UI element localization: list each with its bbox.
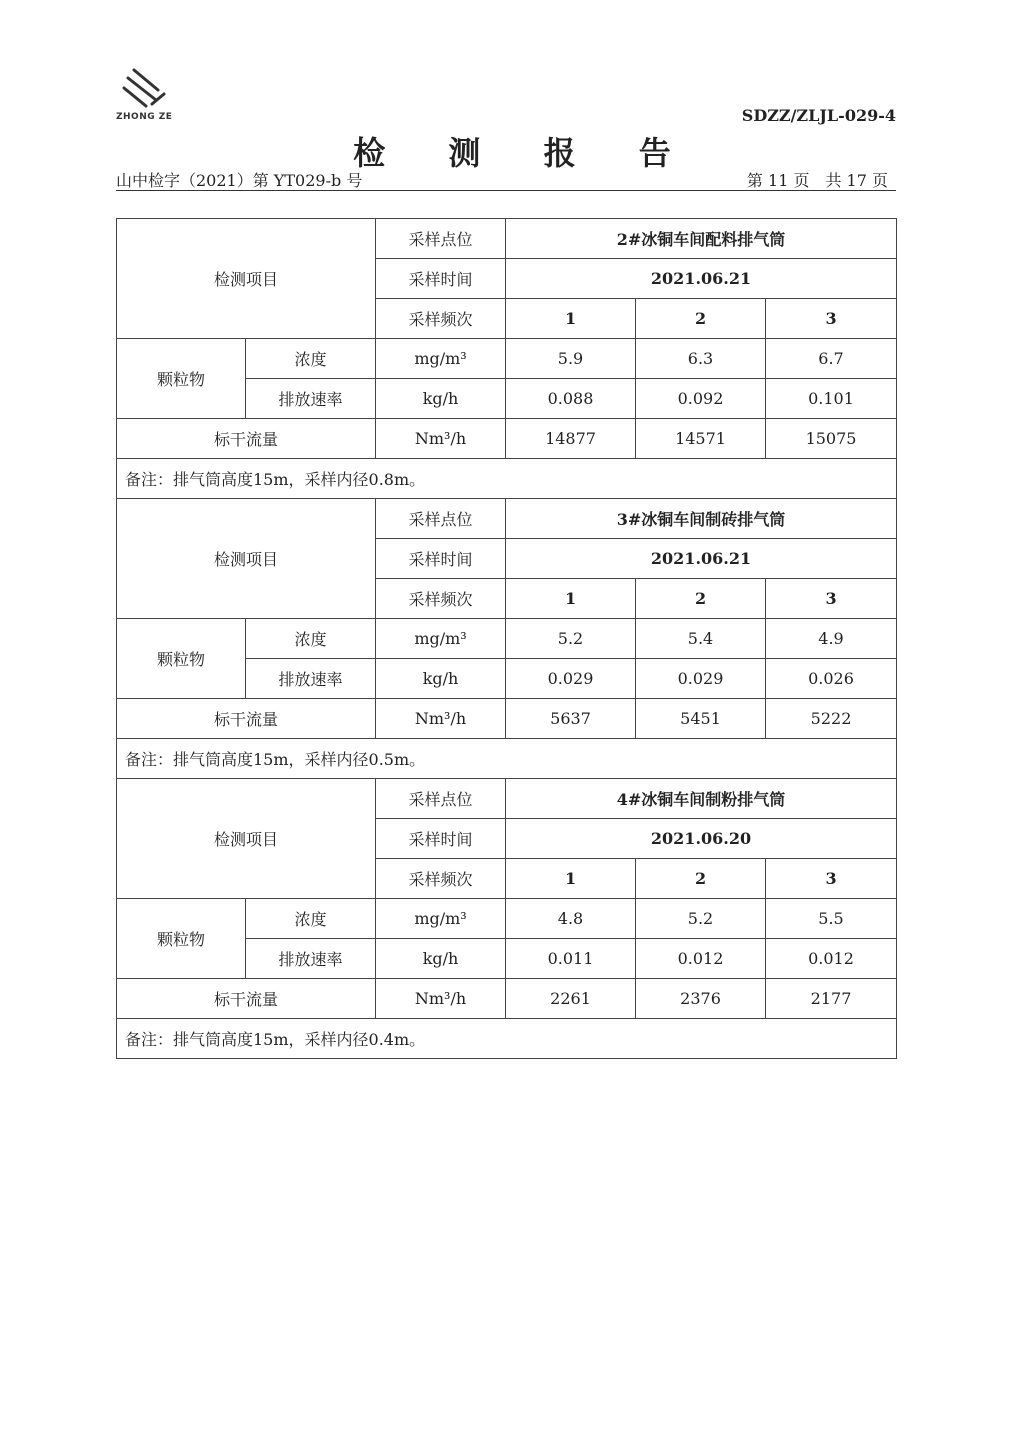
sampling-time-cell: 2021.06.21 [506, 539, 897, 579]
table-row [117, 1019, 897, 1059]
concentration-value-cell: 4.8 [506, 899, 636, 939]
sampling-point-cell: 3#冰铜车间制砖排气筒 [506, 499, 897, 539]
table-row [117, 459, 897, 499]
concentration-value-cell: 4.9 [766, 619, 897, 659]
item-label-cell: 检测项目 [117, 779, 376, 899]
emission-rate-label-cell: 排放速率 [246, 379, 376, 419]
document-code: SDZZ/ZLJL-029-4 [741, 106, 896, 125]
flow-unit-cell: Nm³/h [376, 979, 506, 1019]
flow-value-cell: 5222 [766, 699, 897, 739]
concentration-unit-cell: mg/m³ [376, 619, 506, 659]
table-row [117, 419, 897, 459]
concentration-value-cell: 5.2 [636, 899, 766, 939]
sampling-time-cell: 2021.06.21 [506, 259, 897, 299]
flow-label-cell: 标干流量 [117, 699, 376, 739]
emission-rate-value-cell: 0.012 [636, 939, 766, 979]
note-cell: 备注：排气筒高度15m，采样内径0.5m。 [117, 739, 897, 779]
freq-3-cell: 3 [766, 579, 897, 619]
time-label-cell: 采样时间 [376, 539, 506, 579]
table-row [117, 699, 897, 739]
point-label-cell: 采样点位 [376, 219, 506, 259]
time-label-cell: 采样时间 [376, 819, 506, 859]
flow-value-cell: 5637 [506, 699, 636, 739]
header-divider [116, 190, 896, 191]
particulate-label-cell: 颗粒物 [117, 339, 246, 419]
concentration-value-cell: 5.2 [506, 619, 636, 659]
note-cell: 备注：排气筒高度15m，采样内径0.8m。 [117, 459, 897, 499]
emission-rate-value-cell: 0.011 [506, 939, 636, 979]
time-label-cell: 采样时间 [376, 259, 506, 299]
logo-text: ZHONG ZE [116, 112, 173, 122]
concentration-value-cell: 5.5 [766, 899, 897, 939]
concentration-value-cell: 6.3 [636, 339, 766, 379]
flow-value-cell: 14571 [636, 419, 766, 459]
table-row [117, 499, 897, 539]
flow-value-cell: 15075 [766, 419, 897, 459]
freq-3-cell: 3 [766, 859, 897, 899]
flow-label-cell: 标干流量 [117, 979, 376, 1019]
flow-value-cell: 14877 [506, 419, 636, 459]
sampling-time-cell: 2021.06.20 [506, 819, 897, 859]
flow-value-cell: 5451 [636, 699, 766, 739]
flow-value-cell: 2177 [766, 979, 897, 1019]
report-number: 山中检字（2021）第 YT029-b 号 [116, 171, 363, 190]
sampling-point-cell: 2#冰铜车间配料排气筒 [506, 219, 897, 259]
freq-2-cell: 2 [636, 299, 766, 339]
freq-2-cell: 2 [636, 579, 766, 619]
concentration-unit-cell: mg/m³ [376, 899, 506, 939]
freq-3-cell: 3 [766, 299, 897, 339]
table-row [117, 619, 897, 659]
concentration-label-cell: 浓度 [246, 899, 376, 939]
emission-rate-value-cell: 0.029 [506, 659, 636, 699]
table-row [117, 979, 897, 1019]
point-label-cell: 采样点位 [376, 779, 506, 819]
concentration-unit-cell: mg/m³ [376, 339, 506, 379]
results-table [116, 218, 897, 1059]
point-label-cell: 采样点位 [376, 499, 506, 539]
item-label-cell: 检测项目 [117, 219, 376, 339]
concentration-value-cell: 6.7 [766, 339, 897, 379]
freq-label-cell: 采样频次 [376, 299, 506, 339]
freq-1-cell: 1 [506, 859, 636, 899]
emission-rate-label-cell: 排放速率 [246, 659, 376, 699]
concentration-label-cell: 浓度 [246, 619, 376, 659]
table-row [117, 779, 897, 819]
table-row [117, 739, 897, 779]
emission-rate-value-cell: 0.026 [766, 659, 897, 699]
freq-label-cell: 采样频次 [376, 859, 506, 899]
flow-label-cell: 标干流量 [117, 419, 376, 459]
table-row [117, 899, 897, 939]
emission-rate-value-cell: 0.101 [766, 379, 897, 419]
emission-rate-value-cell: 0.092 [636, 379, 766, 419]
freq-label-cell: 采样频次 [376, 579, 506, 619]
flow-value-cell: 2376 [636, 979, 766, 1019]
page-number: 第 11 页 共 17 页 [746, 171, 888, 190]
concentration-value-cell: 5.4 [636, 619, 766, 659]
flow-unit-cell: Nm³/h [376, 699, 506, 739]
freq-1-cell: 1 [506, 299, 636, 339]
item-label-cell: 检测项目 [117, 499, 376, 619]
concentration-label-cell: 浓度 [246, 339, 376, 379]
emission-rate-unit-cell: kg/h [376, 939, 506, 979]
flow-value-cell: 2261 [506, 979, 636, 1019]
emission-rate-unit-cell: kg/h [376, 659, 506, 699]
emission-rate-value-cell: 0.029 [636, 659, 766, 699]
particulate-label-cell: 颗粒物 [117, 899, 246, 979]
freq-1-cell: 1 [506, 579, 636, 619]
table-row [117, 219, 897, 259]
sampling-point-cell: 4#冰铜车间制粉排气筒 [506, 779, 897, 819]
freq-2-cell: 2 [636, 859, 766, 899]
flow-unit-cell: Nm³/h [376, 419, 506, 459]
emission-rate-value-cell: 0.012 [766, 939, 897, 979]
particulate-label-cell: 颗粒物 [117, 619, 246, 699]
emission-rate-label-cell: 排放速率 [246, 939, 376, 979]
page-title: 检 测 报 告 [353, 134, 697, 172]
concentration-value-cell: 5.9 [506, 339, 636, 379]
emission-rate-unit-cell: kg/h [376, 379, 506, 419]
table-row [117, 339, 897, 379]
emission-rate-value-cell: 0.088 [506, 379, 636, 419]
note-cell: 备注：排气筒高度15m，采样内径0.4m。 [117, 1019, 897, 1059]
